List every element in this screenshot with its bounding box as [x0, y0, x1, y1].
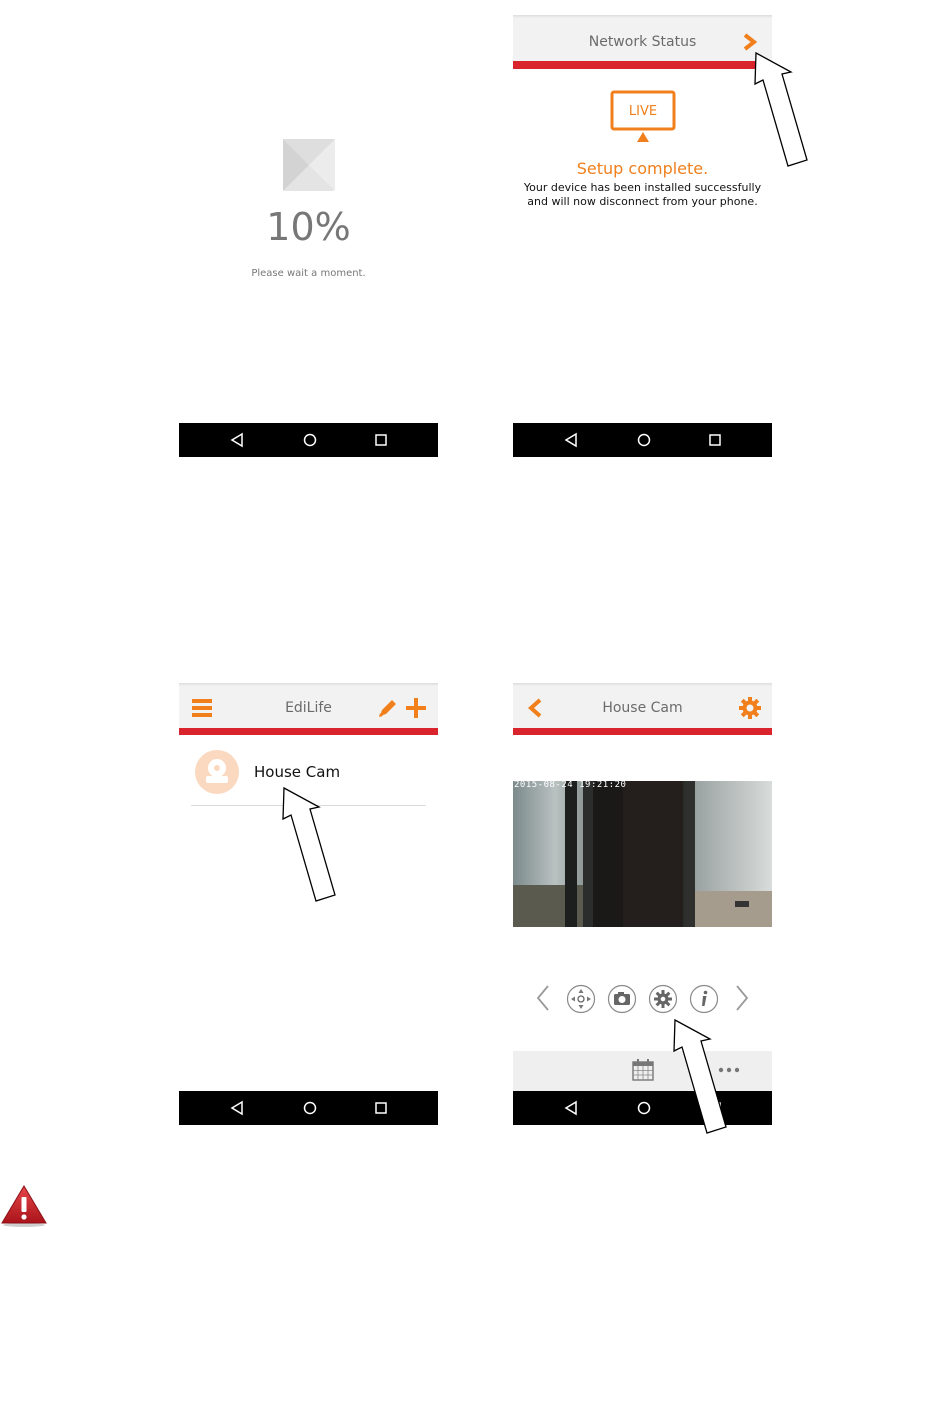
home-circle-icon[interactable]: [636, 1100, 652, 1116]
camera-feed-image[interactable]: [513, 781, 772, 927]
bottom-tab-bar: [513, 1051, 772, 1091]
avatar-icon: [194, 749, 240, 795]
pencil-icon[interactable]: [377, 697, 399, 719]
setup-message-line2: and will now disconnect from your phone.: [527, 195, 758, 208]
chevron-right-icon[interactable]: [740, 32, 760, 52]
back-triangle-icon[interactable]: [230, 432, 244, 448]
camera-timestamp: 2015-08-24 19:21:20: [514, 780, 627, 790]
info-icon[interactable]: [689, 984, 719, 1014]
recents-square-icon[interactable]: [374, 432, 388, 448]
pointer-arrow-icon: [742, 52, 812, 172]
setup-complete-title: Setup complete.: [576, 159, 709, 178]
page-title: House Cam: [602, 700, 683, 716]
android-nav-bar: [179, 1091, 438, 1125]
calendar-icon[interactable]: [631, 1058, 655, 1082]
wait-message: Please wait a moment.: [251, 268, 366, 279]
camera-view-screen: [513, 683, 772, 1125]
camera-name: House Cam: [254, 763, 341, 781]
gear-icon[interactable]: [738, 696, 762, 720]
progress-percent: 10%: [266, 205, 351, 249]
loading-screen: [179, 15, 438, 457]
warning-icon: [0, 1184, 48, 1228]
placeholder-image-icon: [282, 138, 336, 192]
previous-arrow-icon[interactable]: [535, 984, 551, 1012]
back-triangle-icon[interactable]: [230, 1100, 244, 1116]
android-nav-bar: [513, 1091, 772, 1125]
home-circle-icon[interactable]: [636, 432, 652, 448]
recents-square-icon[interactable]: [708, 432, 722, 448]
back-triangle-icon[interactable]: [564, 432, 578, 448]
pointer-arrow-icon: [270, 787, 340, 907]
recents-square-icon[interactable]: [374, 1100, 388, 1116]
android-nav-bar: [513, 423, 772, 457]
plus-icon[interactable]: [405, 697, 427, 719]
camera-icon[interactable]: [607, 984, 637, 1014]
android-nav-bar: [179, 423, 438, 457]
home-circle-icon[interactable]: [302, 432, 318, 448]
page-title: Network Status: [588, 34, 697, 50]
settings-icon[interactable]: [648, 984, 678, 1014]
live-badge-text: LIVE: [628, 104, 658, 119]
setup-message-line1: Your device has been installed successfully: [523, 181, 762, 194]
ptz-icon[interactable]: [566, 984, 596, 1014]
next-arrow-icon[interactable]: [734, 984, 750, 1012]
home-circle-icon[interactable]: [302, 1100, 318, 1116]
header-red-line: [513, 728, 772, 735]
header-red-line: [179, 728, 438, 735]
page-title: EdiLife: [285, 700, 332, 716]
header-red-line: [513, 61, 772, 69]
setup-screen: [513, 15, 772, 457]
pointer-arrow-icon: [661, 1019, 731, 1139]
back-triangle-icon[interactable]: [564, 1100, 578, 1116]
header-bar: [513, 15, 772, 67]
